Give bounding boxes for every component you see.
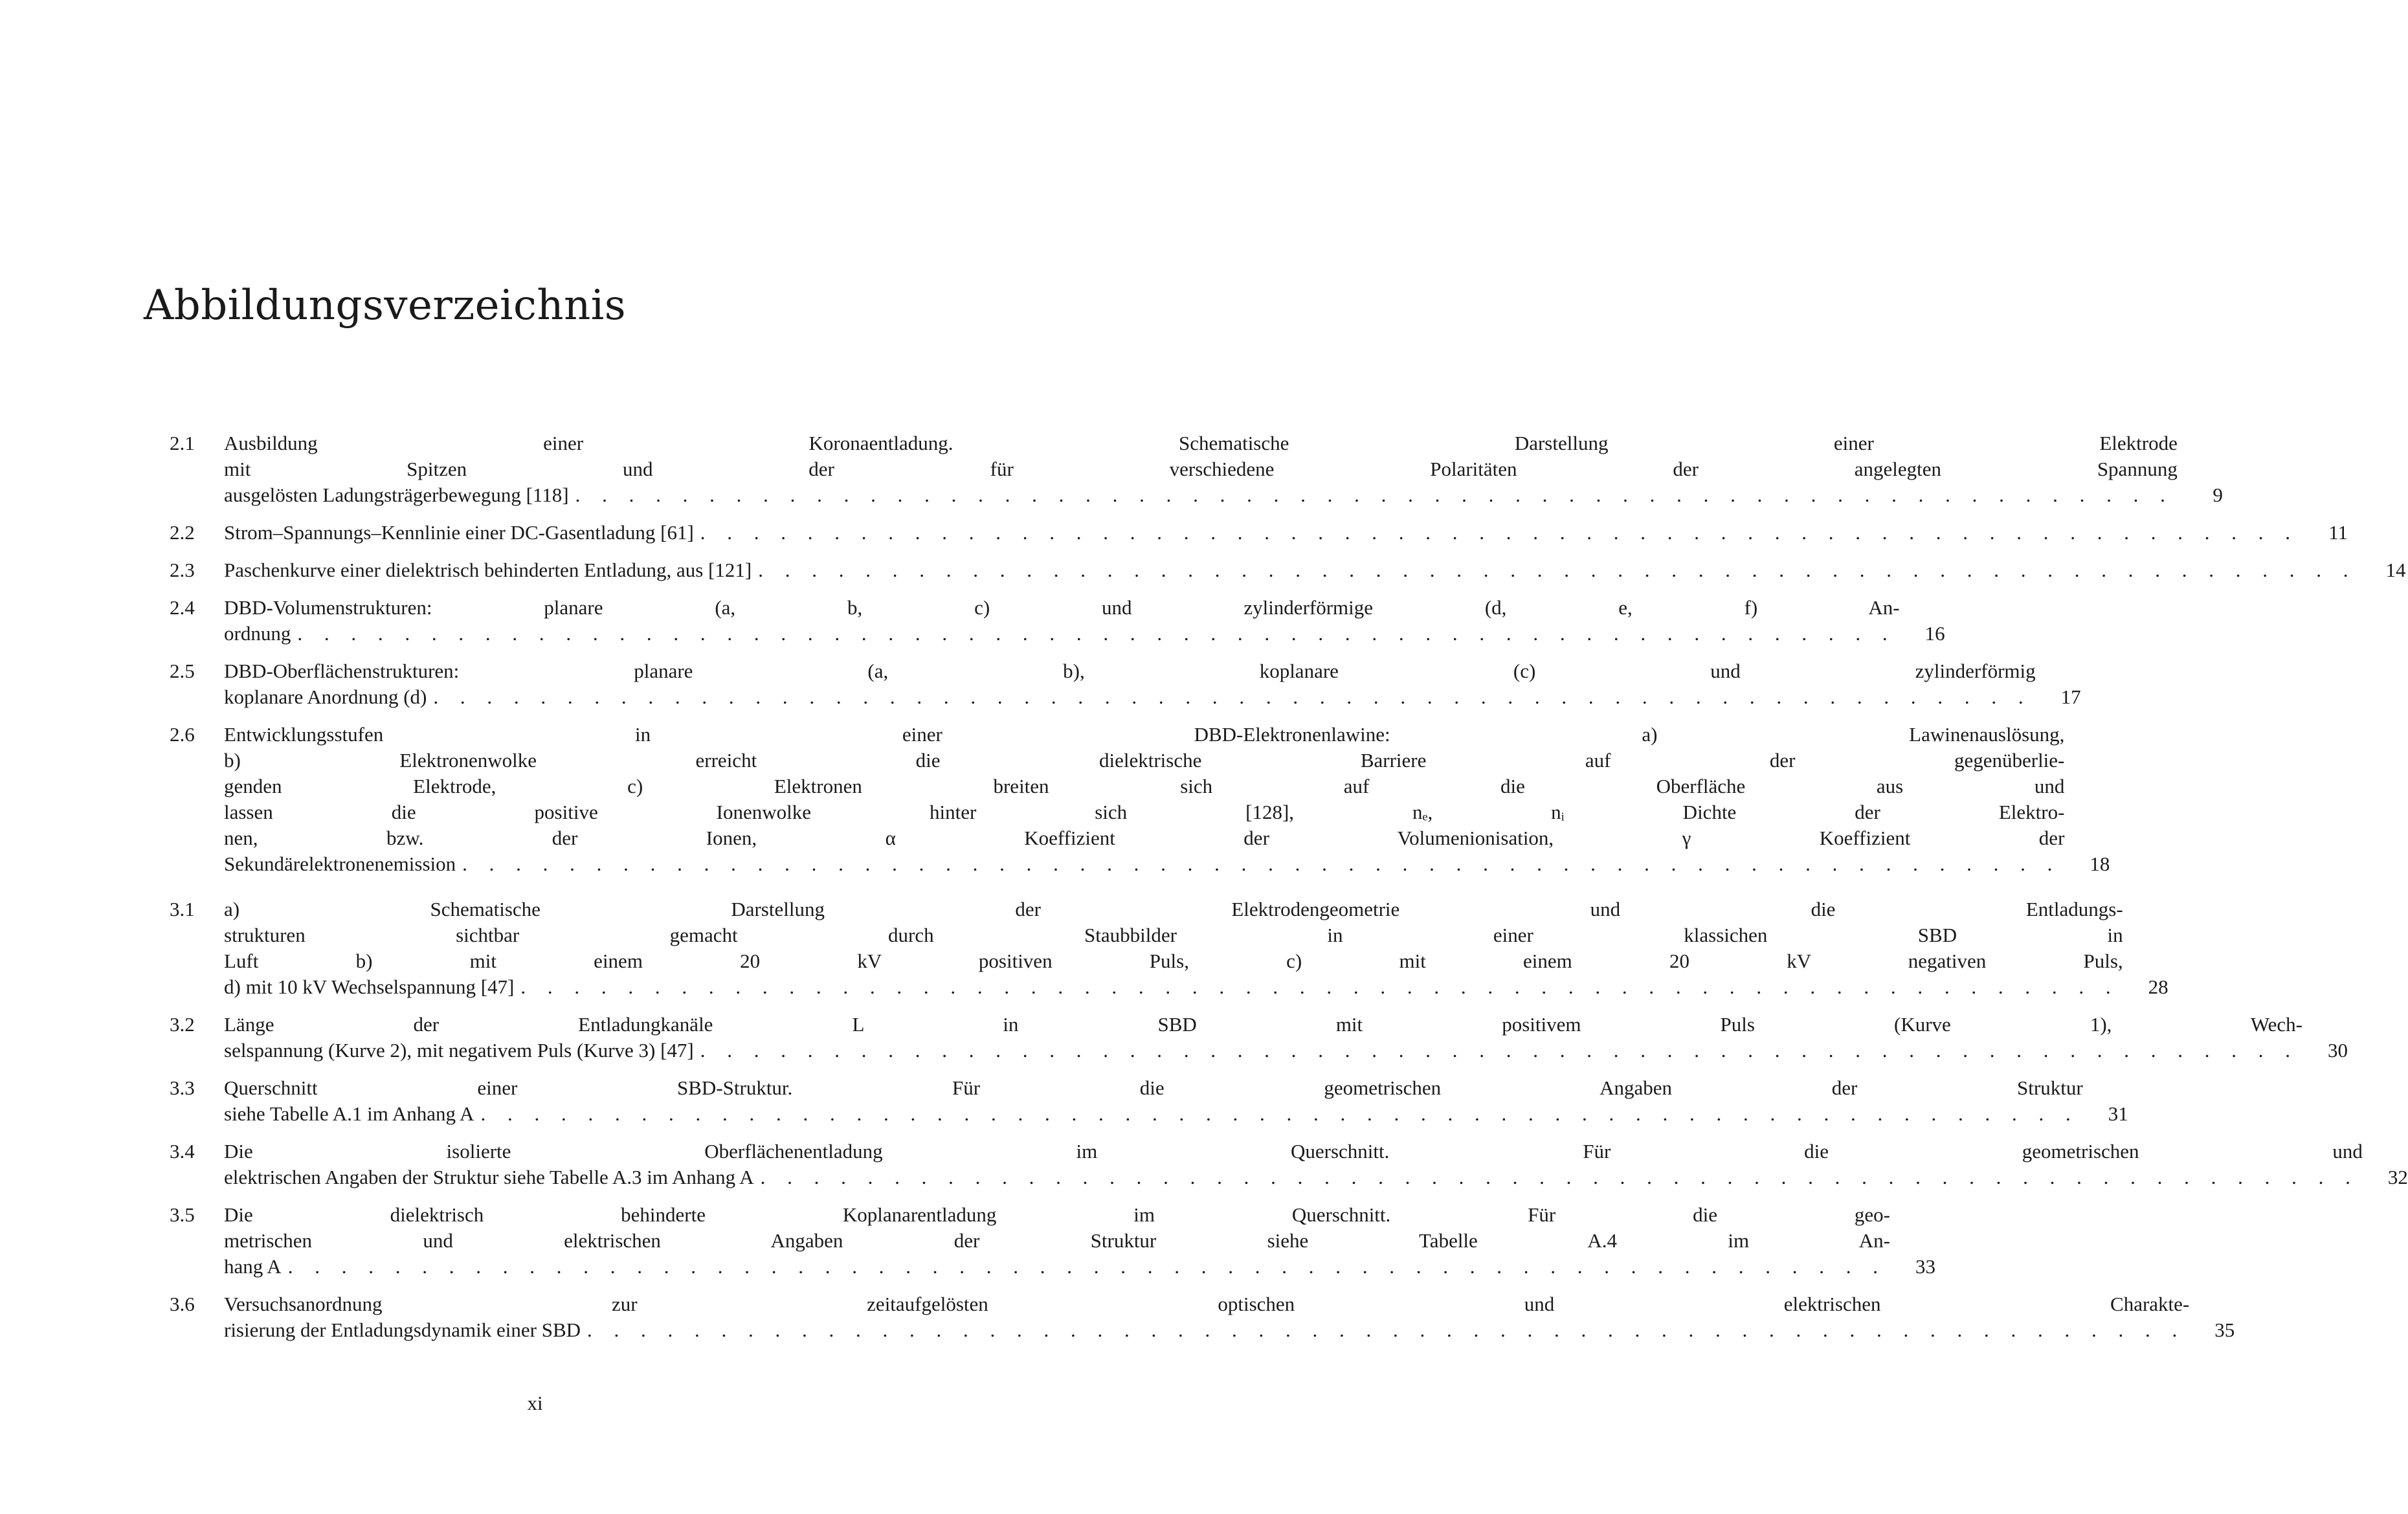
caption-line: Luft b) mit einem 20 kV positiven Puls, c) mit einem 20 kV negativen Puls, [224,950,2123,972]
page-reference[interactable]: 28 [2148,975,2168,998]
figure-number: 2.6 [170,723,195,746]
figure-number: 2.3 [170,559,195,581]
page-reference[interactable]: 16 [1924,622,1945,645]
caption-line: Ausbildung einer Koronaentladung. Schematische Darstellung einer Elektrode [224,432,2178,454]
caption-line: lassen die positive Ionenwolke hinter sich [128], nₑ, nᵢ Dichte der Elektro- [224,801,2065,823]
caption-line: elektrischen Angaben der Struktur siehe Tabelle A.3 im Anhang A [224,1166,754,1188]
figure-caption [224,520,2348,546]
page-reference[interactable]: 17 [2060,685,2081,708]
caption-line: risierung der Entladungsdynamik einer SBD [224,1319,581,1341]
caption-line: hang A [224,1255,282,1278]
figure-entry[interactable] [170,1075,2128,1127]
figure-entry[interactable] [170,722,2110,877]
dot-leader: . . . . . . . . . . . . . . . . . . . . . . . . . . . . . . . . . . . . . . . . . . . . . . . . . . . . . . . . . . . . [758,559,2357,581]
figure-entry[interactable] [170,1012,2348,1063]
dot-leader: . . . . . . . . . . . . . . . . . . . . . . . . . . . . . . . . . . . . . . . . . . . . . . . . . . . . . . . . . . . . [587,1319,2186,1341]
figure-caption [224,1075,2128,1127]
caption-line: siehe Tabelle A.1 im Anhang A [224,1102,474,1125]
figure-caption [224,430,2223,508]
figure-number: 2.4 [170,596,195,619]
dot-leader: . . . . . . . . . . . . . . . . . . . . . . . . . . . . . . . . . . . . . . . . . . . . . . . . . . . . . . . . . . . . [700,521,2299,544]
caption-line: Die dielektrisch behinderte Koplanarentladung im Querschnitt. Für die geo- [224,1203,1890,1226]
dot-leader: . . . . . . . . . . . . . . . . . . . . . . . . . . . . . . . . . . . . . . . . . . . . . . . . . . . . . . . . . . . . [462,852,2061,875]
list-of-figures [170,430,2408,1355]
caption-line: Querschnitt einer SBD-Struktur. Für die geometrischen Angaben der Struktur [224,1076,2083,1099]
caption-line: genden Elektrode, c) Elektronen breiten sich auf die Oberfläche aus und [224,775,2065,797]
caption-line: a) Schematische Darstellung der Elektrodengeometrie und die Entladungs- [224,898,2123,920]
page-reference[interactable]: 31 [2108,1102,2128,1125]
caption-line: d) mit 10 kV Wechselspannung [47] [224,975,515,998]
dot-leader: . . . . . . . . . . . . . . . . . . . . . . . . . . . . . . . . . . . . . . . . . . . . . . . . . . . . . . . . . . . . [480,1102,2079,1125]
page-reference[interactable]: 11 [2328,521,2348,544]
figure-caption [224,1202,1935,1280]
dot-leader: . . . . . . . . . . . . . . . . . . . . . . . . . . . . . . . . . . . . . . . . . . . . . . . . . . . . . . . . . . . . [433,685,2032,708]
figure-caption [224,1139,2408,1190]
caption-line: DBD-Oberflächenstrukturen: planare (a, b), koplanare (c) und zylinderförmig [224,660,2036,682]
figure-entry[interactable] [170,658,2081,710]
caption-line: Entwicklungsstufen in einer DBD-Elektronenlawine: a) Lawinenauslösung, [224,723,2065,746]
page-reference[interactable]: 32 [2387,1166,2408,1188]
dot-leader: . . . . . . . . . . . . . . . . . . . . . . . . . . . . . . . . . . . . . . . . . . . . . . . . . . . . . . . . . . . . [297,622,1896,645]
caption-line: DBD-Volumenstrukturen: planare (a, b, c) und zylinderförmige (d, e, f) An- [224,596,1900,619]
page-number: xi [527,1392,543,1414]
figure-number: 3.6 [170,1293,195,1315]
caption-line: selspannung (Kurve 2), mit negativem Puls (Kurve 3) [47] [224,1039,694,1062]
caption-line: Versuchsanordnung zur zeitaufgelösten optischen und elektrischen Charakte- [224,1293,2190,1315]
figure-caption [224,1291,2235,1343]
page-title: Abbildungsverzeichnis [144,282,627,329]
figure-entry[interactable] [170,896,2168,1000]
figure-caption [224,896,2168,1000]
figure-entry[interactable] [170,1291,2235,1343]
figure-caption [224,1012,2348,1063]
figure-number: 3.5 [170,1203,195,1226]
figure-entry[interactable] [170,430,2223,508]
figure-caption [224,595,1945,647]
figure-number: 3.1 [170,898,195,920]
figure-caption [224,658,2081,710]
figure-entry[interactable] [170,557,2406,583]
caption-line: Die isolierte Oberflächenentladung im Querschnitt. Für die geometrischen und [224,1140,2363,1163]
caption-line: ausgelösten Ladungsträgerbewegung [118] [224,484,569,506]
page-reference[interactable]: 30 [2328,1039,2348,1062]
caption-line: strukturen sichtbar gemacht durch Staubbilder in einer klassichen SBD in [224,924,2123,946]
dot-leader: . . . . . . . . . . . . . . . . . . . . . . . . . . . . . . . . . . . . . . . . . . . . . . . . . . . . . . . . . . . . [700,1039,2299,1062]
dot-leader: . . . . . . . . . . . . . . . . . . . . . . . . . . . . . . . . . . . . . . . . . . . . . . . . . . . . . . . . . . . . [575,484,2174,506]
figure-entry[interactable] [170,1202,1935,1280]
figure-number: 3.4 [170,1140,195,1163]
caption-line: koplanare Anordnung (d) [224,685,427,708]
dot-leader: . . . . . . . . . . . . . . . . . . . . . . . . . . . . . . . . . . . . . . . . . . . . . . . . . . . . . . . . . . . . [760,1166,2359,1188]
page-reference[interactable]: 14 [2385,559,2406,581]
caption-line: mit Spitzen und der für verschiedene Polaritäten der angelegten Spannung [224,458,2178,480]
caption-line: Strom–Spannungs–Kennlinie einer DC-Gasentladung [61] [224,521,694,544]
caption-line: nen, bzw. der Ionen, α Koeffizient der Volumenionisation, γ Koeffizient der [224,827,2065,849]
page-reference[interactable]: 35 [2214,1319,2235,1341]
caption-line: Sekundärelektronenemission [224,852,456,875]
figure-number: 3.2 [170,1013,195,1036]
figure-number: 2.1 [170,432,195,454]
page-reference[interactable]: 18 [2090,852,2110,875]
caption-line: b) Elektronenwolke erreicht die dielektrische Barriere auf der gegenüberlie- [224,749,2065,772]
caption-line: Paschenkurve einer dielektrisch behinderten Entladung, aus [121] [224,559,752,581]
figure-entry[interactable] [170,595,1945,647]
dot-leader: . . . . . . . . . . . . . . . . . . . . . . . . . . . . . . . . . . . . . . . . . . . . . . . . . . . . . . . . . . . . [520,975,2119,998]
figure-entry[interactable] [170,520,2348,546]
caption-line: metrischen und elektrischen Angaben der Struktur siehe Tabelle A.4 im An- [224,1229,1890,1252]
figure-number: 2.5 [170,660,195,682]
figure-caption [224,557,2405,583]
caption-line: ordnung [224,622,291,645]
figure-number: 3.3 [170,1076,195,1099]
caption-line: Länge der Entladungkanäle L in SBD mit positivem Puls (Kurve 1), Wech- [224,1013,2303,1036]
page-reference[interactable]: 33 [1915,1255,1935,1278]
figure-caption [224,722,2110,877]
dot-leader: . . . . . . . . . . . . . . . . . . . . . . . . . . . . . . . . . . . . . . . . . . . . . . . . . . . . . . . . . . . . [287,1255,1886,1278]
figure-entry[interactable] [170,1139,2408,1190]
figure-number: 2.2 [170,521,195,544]
page-reference[interactable]: 9 [2213,484,2223,506]
